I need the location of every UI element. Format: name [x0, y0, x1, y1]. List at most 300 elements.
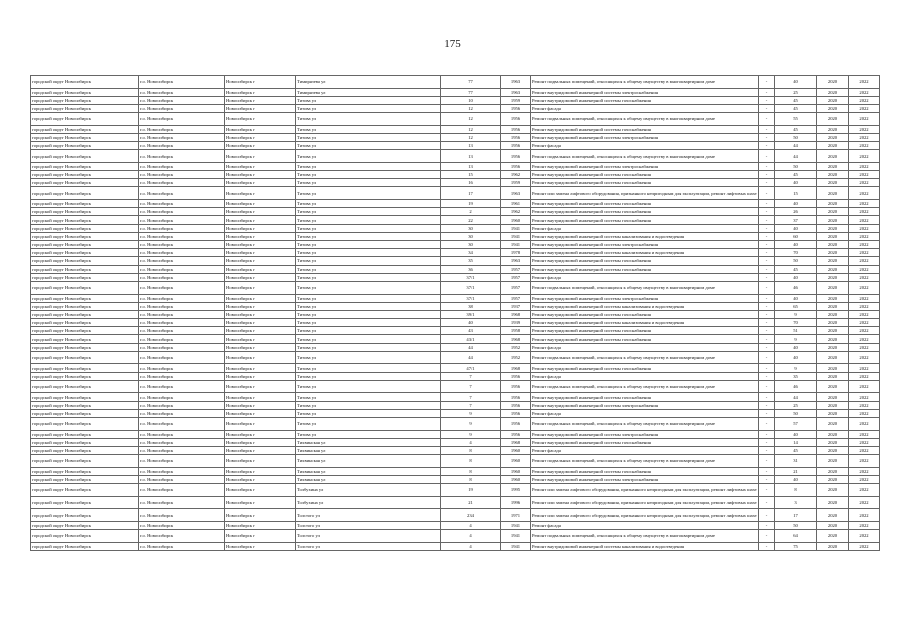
dash-cell: - [759, 417, 775, 430]
city-cell: Новосибирск г [225, 125, 296, 133]
end-year-cell: 2022 [849, 150, 880, 163]
municipality-cell: г.о. Новосибирск [139, 521, 225, 529]
municipality-cell: г.о. Новосибирск [139, 216, 225, 224]
municipality-cell: г.о. Новосибирск [139, 294, 225, 302]
street-cell: Титова ул [296, 380, 441, 393]
work-type-cell: Ремонт подвальных помещений, относящихся к общему имуществу в многоквартирном доме [531, 150, 759, 163]
street-cell: Толстого ул [296, 542, 441, 550]
dash-cell: - [759, 475, 775, 483]
table-row [31, 335, 880, 343]
work-type-cell: Ремонт подвальных помещений, относящихся к общему имуществу в многоквартирном доме [531, 281, 759, 294]
house-number-cell: 8 [441, 475, 501, 483]
district-cell: городской округ Новосибирск [31, 179, 139, 187]
district-cell: городской округ Новосибирск [31, 241, 139, 249]
street-cell: Титова ул [296, 351, 441, 364]
city-cell: Новосибирск г [225, 208, 296, 216]
municipality-cell: г.о. Новосибирск [139, 281, 225, 294]
city-cell: Новосибирск г [225, 216, 296, 224]
city-cell: Новосибирск г [225, 88, 296, 96]
work-type-cell: Ремонт подвальных помещений, относящихся к общему имуществу в многоквартирном доме [531, 113, 759, 126]
table-row [31, 224, 880, 232]
page-number: 175 [444, 38, 461, 50]
dash-cell: - [759, 496, 775, 509]
end-year-cell: 2022 [849, 542, 880, 550]
municipality-cell: г.о. Новосибирск [139, 380, 225, 393]
street-cell: Титова ул [296, 150, 441, 163]
house-number-cell: 15 [441, 171, 501, 179]
work-type-cell: Ремонт или замена лифтового оборудования, признанного непригодным для эксплуатации, ремонт лифтовых шахт [531, 496, 759, 509]
start-year-cell: 2020 [817, 393, 849, 401]
table-row [31, 257, 880, 265]
end-year-cell: 2022 [849, 509, 880, 522]
house-number-cell: 30 [441, 232, 501, 240]
end-year-cell: 2022 [849, 224, 880, 232]
table-row [31, 162, 880, 170]
district-cell: городской округ Новосибирск [31, 76, 139, 89]
end-year-cell: 2022 [849, 496, 880, 509]
house-number-cell: 19 [441, 200, 501, 208]
work-type-cell: Ремонт внутридомовой инженерной системы канализования и водоотведения [531, 232, 759, 240]
dash-cell: - [759, 187, 775, 200]
street-cell: Титова ул [296, 232, 441, 240]
city-cell: Новосибирск г [225, 142, 296, 150]
dash-cell: - [759, 257, 775, 265]
dash-cell: - [759, 530, 775, 543]
work-type-cell: Ремонт внутридомовой инженерной системы газоснабжения [531, 327, 759, 335]
work-type-cell: Ремонт подвальных помещений, относящихся к общему имуществу в многоквартирном доме [531, 380, 759, 393]
start-year-cell: 2020 [817, 125, 849, 133]
start-year-cell: 2020 [817, 509, 849, 522]
cost-cell: 31 [775, 455, 817, 468]
district-cell: городской округ Новосибирск [31, 281, 139, 294]
work-type-cell: Ремонт внутридомовой инженерной системы канализования и водоотведения [531, 542, 759, 550]
work-type-cell: Ремонт внутридомовой инженерной системы газоснабжения [531, 335, 759, 343]
house-number-cell: 12 [441, 113, 501, 126]
build-year-cell: 1957 [501, 273, 531, 281]
start-year-cell: 2020 [817, 327, 849, 335]
municipality-cell: г.о. Новосибирск [139, 438, 225, 446]
work-type-cell: Ремонт фасада [531, 446, 759, 454]
repair-plan-table [30, 75, 880, 551]
city-cell: Новосибирск г [225, 446, 296, 454]
table-row [31, 294, 880, 302]
municipality-cell: г.о. Новосибирск [139, 113, 225, 126]
district-cell: городской округ Новосибирск [31, 446, 139, 454]
table-row [31, 351, 880, 364]
end-year-cell: 2022 [849, 521, 880, 529]
city-cell: Новосибирск г [225, 187, 296, 200]
district-cell: городской округ Новосибирск [31, 417, 139, 430]
district-cell: городской округ Новосибирск [31, 232, 139, 240]
cost-cell: 60 [775, 232, 817, 240]
cost-cell: 50 [775, 257, 817, 265]
build-year-cell: 1968 [501, 364, 531, 372]
cost-cell: 9 [775, 310, 817, 318]
city-cell: Новосибирск г [225, 521, 296, 529]
build-year-cell: 1995 [501, 484, 531, 497]
street-cell: Тихвинская ул [296, 446, 441, 454]
dash-cell: - [759, 446, 775, 454]
end-year-cell: 2022 [849, 187, 880, 200]
end-year-cell: 2022 [849, 467, 880, 475]
house-number-cell: 4 [441, 542, 501, 550]
house-number-cell: 12 [441, 104, 501, 112]
house-number-cell: 16 [441, 179, 501, 187]
build-year-cell: 1963 [501, 76, 531, 89]
municipality-cell: г.о. Новосибирск [139, 76, 225, 89]
house-number-cell: 77 [441, 88, 501, 96]
table-row [31, 96, 880, 104]
dash-cell: - [759, 281, 775, 294]
work-type-cell: Ремонт внутридомовой инженерной системы газоснабжения [531, 364, 759, 372]
table-row [31, 467, 880, 475]
work-type-cell: Ремонт внутридомовой инженерной системы канализования и водоотведения [531, 302, 759, 310]
municipality-cell: г.о. Новосибирск [139, 249, 225, 257]
street-cell: Титова ул [296, 216, 441, 224]
municipality-cell: г.о. Новосибирск [139, 417, 225, 430]
table-row [31, 430, 880, 438]
build-year-cell: 1956 [501, 104, 531, 112]
start-year-cell: 2020 [817, 133, 849, 141]
house-number-cell: 7 [441, 380, 501, 393]
start-year-cell: 2020 [817, 265, 849, 273]
build-year-cell: 1961 [501, 200, 531, 208]
work-type-cell: Ремонт внутридомовой инженерной системы газоснабжения [531, 393, 759, 401]
district-cell: городской округ Новосибирск [31, 142, 139, 150]
table-row [31, 521, 880, 529]
build-year-cell: 1957 [501, 294, 531, 302]
table-row [31, 409, 880, 417]
table-row [31, 343, 880, 351]
table-row [31, 319, 880, 327]
district-cell: городской округ Новосибирск [31, 257, 139, 265]
build-year-cell: 1959 [501, 96, 531, 104]
street-cell: Титова ул [296, 343, 441, 351]
municipality-cell: г.о. Новосибирск [139, 530, 225, 543]
district-cell: городской округ Новосибирск [31, 208, 139, 216]
house-number-cell: 4 [441, 521, 501, 529]
end-year-cell: 2022 [849, 104, 880, 112]
street-cell: Титова ул [296, 327, 441, 335]
dash-cell: - [759, 241, 775, 249]
end-year-cell: 2022 [849, 455, 880, 468]
house-number-cell: 234 [441, 509, 501, 522]
end-year-cell: 2022 [849, 125, 880, 133]
street-cell: Титова ул [296, 364, 441, 372]
street-cell: Титова ул [296, 393, 441, 401]
city-cell: Новосибирск г [225, 113, 296, 126]
build-year-cell: 1956 [501, 125, 531, 133]
build-year-cell: 1968 [501, 310, 531, 318]
street-cell: Титова ул [296, 401, 441, 409]
cost-cell: 40 [775, 224, 817, 232]
city-cell: Новосибирск г [225, 467, 296, 475]
dash-cell: - [759, 542, 775, 550]
table-row [31, 302, 880, 310]
dash-cell: - [759, 133, 775, 141]
municipality-cell: г.о. Новосибирск [139, 96, 225, 104]
district-cell: городской округ Новосибирск [31, 496, 139, 509]
cost-cell: 55 [775, 113, 817, 126]
build-year-cell: 1996 [501, 496, 531, 509]
work-type-cell: Ремонт внутридомовой инженерной системы электроснабжения [531, 133, 759, 141]
end-year-cell: 2022 [849, 179, 880, 187]
street-cell: Титова ул [296, 335, 441, 343]
table-row [31, 380, 880, 393]
dash-cell: - [759, 216, 775, 224]
district-cell: городской округ Новосибирск [31, 455, 139, 468]
municipality-cell: г.о. Новосибирск [139, 125, 225, 133]
city-cell: Новосибирск г [225, 257, 296, 265]
start-year-cell: 2020 [817, 241, 849, 249]
municipality-cell: г.о. Новосибирск [139, 310, 225, 318]
start-year-cell: 2020 [817, 372, 849, 380]
dash-cell: - [759, 430, 775, 438]
table-row [31, 104, 880, 112]
end-year-cell: 2022 [849, 273, 880, 281]
cost-cell: 37 [775, 216, 817, 224]
start-year-cell: 2020 [817, 187, 849, 200]
cost-cell: 40 [775, 294, 817, 302]
city-cell: Новосибирск г [225, 364, 296, 372]
start-year-cell: 2020 [817, 467, 849, 475]
cost-cell: 64 [775, 530, 817, 543]
table-row [31, 475, 880, 483]
start-year-cell: 2020 [817, 302, 849, 310]
dash-cell: - [759, 521, 775, 529]
city-cell: Новосибирск г [225, 335, 296, 343]
table-row [31, 401, 880, 409]
dash-cell: - [759, 162, 775, 170]
table-row [31, 446, 880, 454]
municipality-cell: г.о. Новосибирск [139, 372, 225, 380]
start-year-cell: 2020 [817, 409, 849, 417]
cost-cell: 45 [775, 96, 817, 104]
house-number-cell: 40 [441, 319, 501, 327]
work-type-cell: Ремонт внутридомовой инженерной системы газоснабжения [531, 179, 759, 187]
dash-cell: - [759, 88, 775, 96]
street-cell: Тихвинская ул [296, 467, 441, 475]
table-row [31, 542, 880, 550]
municipality-cell: г.о. Новосибирск [139, 475, 225, 483]
street-cell: Толстого ул [296, 530, 441, 543]
table-row [31, 249, 880, 257]
street-cell: Титова ул [296, 372, 441, 380]
cost-cell: 46 [775, 380, 817, 393]
house-number-cell: 7 [441, 372, 501, 380]
start-year-cell: 2020 [817, 380, 849, 393]
build-year-cell: 1959 [501, 179, 531, 187]
cost-cell: 45 [775, 265, 817, 273]
table-row [31, 232, 880, 240]
city-cell: Новосибирск г [225, 319, 296, 327]
district-cell: городской округ Новосибирск [31, 401, 139, 409]
city-cell: Новосибирск г [225, 294, 296, 302]
work-type-cell: Ремонт подвальных помещений, относящихся к общему имуществу в многоквартирном доме [531, 76, 759, 89]
district-cell: городской округ Новосибирск [31, 162, 139, 170]
work-type-cell: Ремонт внутридомовой инженерной системы газоснабжения [531, 310, 759, 318]
street-cell: Титова ул [296, 133, 441, 141]
table-row [31, 273, 880, 281]
work-type-cell: Ремонт фасада [531, 372, 759, 380]
house-number-cell: 9 [441, 417, 501, 430]
start-year-cell: 2020 [817, 475, 849, 483]
build-year-cell: 1941 [501, 530, 531, 543]
dash-cell: - [759, 224, 775, 232]
dash-cell: - [759, 179, 775, 187]
work-type-cell: Ремонт фасада [531, 104, 759, 112]
build-year-cell: 1941 [501, 521, 531, 529]
dash-cell: - [759, 438, 775, 446]
end-year-cell: 2022 [849, 430, 880, 438]
work-type-cell: Ремонт внутридомовой инженерной системы газоснабжения [531, 200, 759, 208]
table-row [31, 484, 880, 497]
house-number-cell: 8 [441, 455, 501, 468]
start-year-cell: 2020 [817, 530, 849, 543]
start-year-cell: 2020 [817, 224, 849, 232]
table-row [31, 438, 880, 446]
street-cell: Титова ул [296, 208, 441, 216]
work-type-cell: Ремонт внутридомовой инженерной системы газоснабжения [531, 96, 759, 104]
municipality-cell: г.о. Новосибирск [139, 455, 225, 468]
work-type-cell: Ремонт внутридомовой инженерной системы электроснабжения [531, 475, 759, 483]
work-type-cell: Ремонт внутридомовой инженерной системы электроснабжения [531, 162, 759, 170]
city-cell: Новосибирск г [225, 310, 296, 318]
district-cell: городской округ Новосибирск [31, 327, 139, 335]
end-year-cell: 2022 [849, 335, 880, 343]
city-cell: Новосибирск г [225, 530, 296, 543]
end-year-cell: 2022 [849, 76, 880, 89]
city-cell: Новосибирск г [225, 273, 296, 281]
table-row [31, 142, 880, 150]
municipality-cell: г.о. Новосибирск [139, 327, 225, 335]
build-year-cell: 1960 [501, 446, 531, 454]
district-cell: городской округ Новосибирск [31, 409, 139, 417]
district-cell: городской округ Новосибирск [31, 335, 139, 343]
end-year-cell: 2022 [849, 401, 880, 409]
work-type-cell: Ремонт внутридомовой инженерной системы электроснабжения [531, 430, 759, 438]
cost-cell: 25 [775, 88, 817, 96]
house-number-cell: 2 [441, 208, 501, 216]
build-year-cell: 1952 [501, 351, 531, 364]
start-year-cell: 2020 [817, 417, 849, 430]
work-type-cell: Ремонт фасада [531, 409, 759, 417]
work-type-cell: Ремонт фасада [531, 142, 759, 150]
street-cell: Тимирязева ул [296, 76, 441, 89]
street-cell: Тихвинская ул [296, 455, 441, 468]
table-row [31, 88, 880, 96]
work-type-cell: Ремонт внутридомовой инженерной системы электроснабжения [531, 401, 759, 409]
city-cell: Новосибирск г [225, 179, 296, 187]
house-number-cell: 19 [441, 484, 501, 497]
build-year-cell: 1956 [501, 430, 531, 438]
municipality-cell: г.о. Новосибирск [139, 179, 225, 187]
dash-cell: - [759, 467, 775, 475]
dash-cell: - [759, 351, 775, 364]
house-number-cell: 43/1 [441, 335, 501, 343]
cost-cell: 3 [775, 496, 817, 509]
municipality-cell: г.о. Новосибирск [139, 496, 225, 509]
end-year-cell: 2022 [849, 484, 880, 497]
start-year-cell: 2020 [817, 430, 849, 438]
start-year-cell: 2020 [817, 216, 849, 224]
table-row [31, 187, 880, 200]
build-year-cell: 1941 [501, 232, 531, 240]
start-year-cell: 2020 [817, 171, 849, 179]
city-cell: Новосибирск г [225, 249, 296, 257]
district-cell: городской округ Новосибирск [31, 171, 139, 179]
street-cell: Тихвинская ул [296, 475, 441, 483]
city-cell: Новосибирск г [225, 200, 296, 208]
house-number-cell: 21 [441, 496, 501, 509]
dash-cell: - [759, 343, 775, 351]
start-year-cell: 2020 [817, 438, 849, 446]
municipality-cell: г.о. Новосибирск [139, 200, 225, 208]
table-row [31, 200, 880, 208]
city-cell: Новосибирск г [225, 327, 296, 335]
work-type-cell: Ремонт внутридомовой инженерной системы электроснабжения [531, 241, 759, 249]
district-cell: городской округ Новосибирск [31, 216, 139, 224]
work-type-cell: Ремонт фасада [531, 273, 759, 281]
street-cell: Титова ул [296, 249, 441, 257]
build-year-cell: 1941 [501, 542, 531, 550]
build-year-cell: 1956 [501, 409, 531, 417]
build-year-cell: 1957 [501, 281, 531, 294]
city-cell: Новосибирск г [225, 509, 296, 522]
cost-cell: 45 [775, 125, 817, 133]
municipality-cell: г.о. Новосибирск [139, 208, 225, 216]
start-year-cell: 2020 [817, 249, 849, 257]
street-cell: Титова ул [296, 294, 441, 302]
table-row [31, 455, 880, 468]
cost-cell: 40 [775, 200, 817, 208]
street-cell: Толбухина ул [296, 484, 441, 497]
district-cell: городской округ Новосибирск [31, 430, 139, 438]
end-year-cell: 2022 [849, 171, 880, 179]
end-year-cell: 2022 [849, 216, 880, 224]
build-year-cell: 1963 [501, 88, 531, 96]
cost-cell: 15 [775, 187, 817, 200]
cost-cell: 40 [775, 273, 817, 281]
end-year-cell: 2022 [849, 96, 880, 104]
street-cell: Тимирязева ул [296, 88, 441, 96]
house-number-cell: 4 [441, 438, 501, 446]
district-cell: городской округ Новосибирск [31, 380, 139, 393]
street-cell: Титова ул [296, 104, 441, 112]
district-cell: городской округ Новосибирск [31, 475, 139, 483]
city-cell: Новосибирск г [225, 281, 296, 294]
municipality-cell: г.о. Новосибирск [139, 430, 225, 438]
district-cell: городской округ Новосибирск [31, 372, 139, 380]
street-cell: Титова ул [296, 430, 441, 438]
end-year-cell: 2022 [849, 200, 880, 208]
work-type-cell: Ремонт внутридомовой инженерной системы газоснабжения [531, 125, 759, 133]
start-year-cell: 2020 [817, 319, 849, 327]
table-row [31, 76, 880, 89]
end-year-cell: 2022 [849, 249, 880, 257]
end-year-cell: 2022 [849, 380, 880, 393]
municipality-cell: г.о. Новосибирск [139, 401, 225, 409]
house-number-cell: 9 [441, 409, 501, 417]
build-year-cell: 1963 [501, 257, 531, 265]
municipality-cell: г.о. Новосибирск [139, 142, 225, 150]
end-year-cell: 2022 [849, 393, 880, 401]
city-cell: Новосибирск г [225, 171, 296, 179]
dash-cell: - [759, 302, 775, 310]
district-cell: городской округ Новосибирск [31, 484, 139, 497]
city-cell: Новосибирск г [225, 76, 296, 89]
cost-cell: 21 [775, 467, 817, 475]
